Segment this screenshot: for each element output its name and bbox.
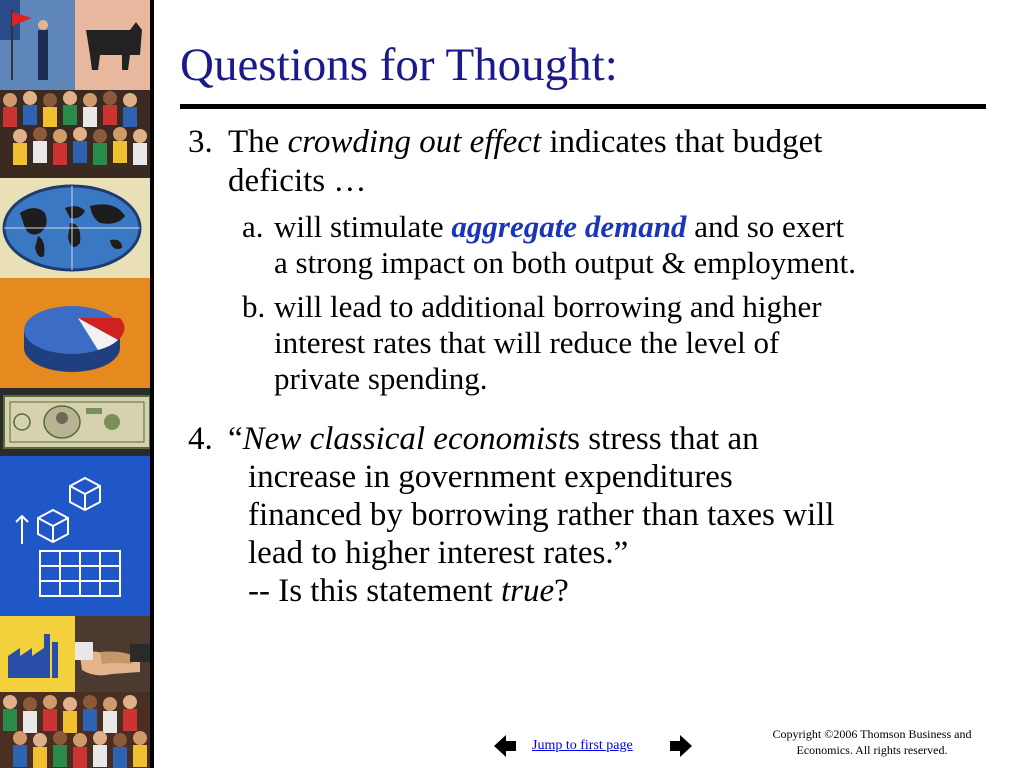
text-run: indicates that budget — [541, 124, 823, 160]
world-map-image — [0, 178, 150, 278]
text-run: -- Is this statement — [248, 573, 501, 609]
pie-chart-image — [0, 278, 150, 388]
question-text-line: increase in government expenditures — [248, 459, 733, 495]
option-text-line: a strong impact on both output & employment. — [274, 245, 857, 280]
emphasis-term: crowding out effect — [287, 124, 542, 160]
sidebar-border — [150, 0, 154, 768]
keyword-term: aggregate demand — [451, 209, 687, 244]
text-run: The — [228, 124, 288, 160]
copyright-notice — [744, 726, 1000, 758]
decorative-sidebar — [0, 0, 150, 768]
text-run: s stress that an — [567, 421, 759, 457]
crowd-flag-bull-image — [0, 0, 150, 178]
question-number: 3. — [188, 124, 213, 160]
option-label: b. — [242, 289, 266, 324]
question-text-line: deficits … — [228, 163, 367, 199]
title-underline — [180, 104, 986, 109]
option-text-line — [274, 211, 844, 242]
jump-to-first-page-link[interactable]: Jump to first page — [532, 738, 633, 753]
factory-handshake-image — [0, 616, 150, 692]
copyright-line: Copyright ©2006 Thomson Business and — [772, 727, 972, 741]
question-text-line — [228, 423, 759, 456]
question-number: 4. — [188, 421, 213, 457]
dollar-bill-image — [0, 388, 150, 456]
emphasis-term: true — [500, 573, 555, 609]
arrow-left-icon[interactable] — [492, 733, 518, 759]
question-text-line: financed by borrowing rather than taxes will — [248, 497, 835, 533]
question-text-line: lead to higher interest rates.” — [248, 535, 629, 571]
text-run: and so exert — [686, 209, 844, 244]
option-label: a. — [242, 209, 264, 244]
emphasis-term: New classical economist — [242, 421, 568, 457]
question-text-line — [228, 126, 822, 159]
copyright-line: Economics. All rights reserved. — [796, 743, 948, 757]
arrow-right-icon[interactable] — [668, 733, 694, 759]
text-run: will stimulate — [274, 209, 452, 244]
question-text-line — [248, 575, 569, 608]
text-run: ? — [554, 573, 569, 609]
slide-title: Questions for Thought: — [180, 39, 618, 91]
text-run: “ — [228, 421, 243, 457]
crowd-bottom-image — [0, 692, 150, 768]
building-blocks-image — [0, 456, 150, 616]
option-text-line: interest rates that will reduce the level of — [274, 325, 780, 360]
option-text-line: will lead to additional borrowing and higher — [274, 289, 822, 324]
option-text-line: private spending. — [274, 361, 488, 396]
